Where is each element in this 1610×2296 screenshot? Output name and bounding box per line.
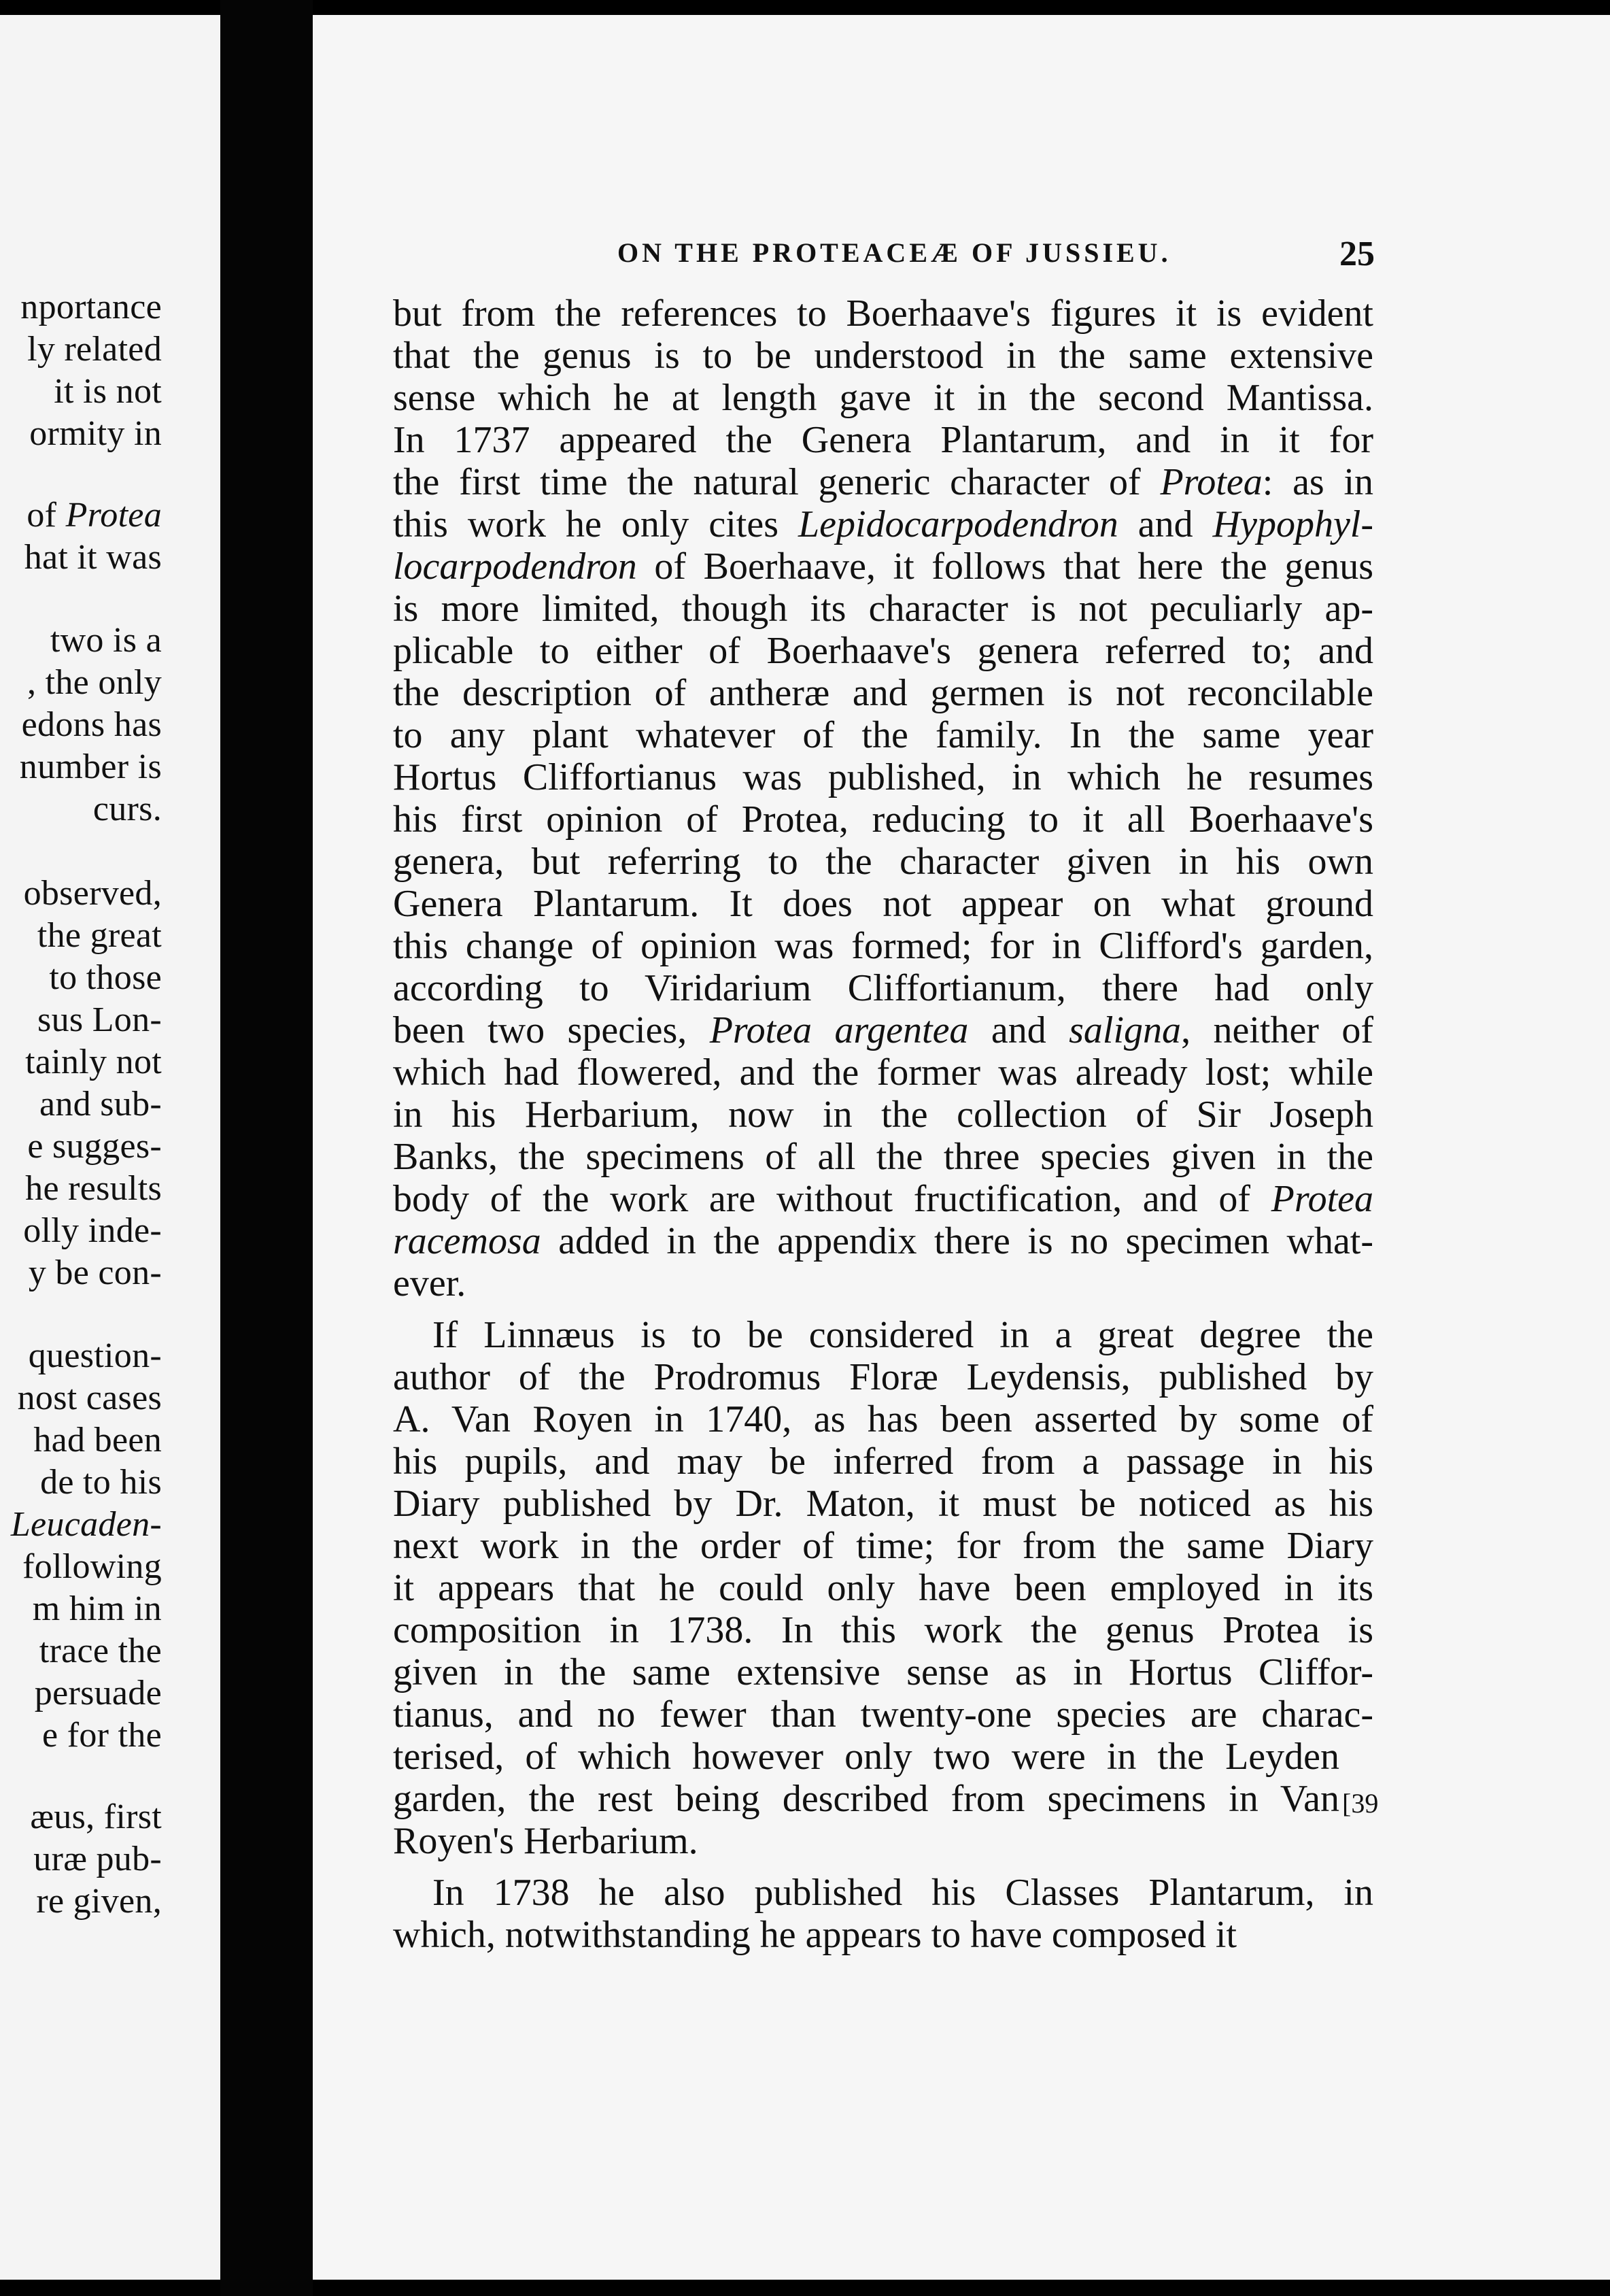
facing-page-line: e sugges- <box>27 1127 162 1166</box>
body-line: the description of antheræ and germen is not reconcilable <box>393 672 1373 714</box>
body-line: body of the work are without fructification, and of Protea <box>393 1178 1373 1220</box>
page-number: 25 <box>1339 235 1375 273</box>
body-line: plicable to either of Boerhaave's genera referred to; and <box>393 630 1373 672</box>
facing-page-line: question- <box>28 1336 162 1375</box>
body-line: author of the Prodromus Floræ Leydensis, published by <box>393 1356 1373 1398</box>
facing-page-fragment <box>0 15 220 2280</box>
facing-page-line: following <box>22 1547 162 1586</box>
body-line: terised, of which however only two were in the Leyden <box>393 1736 1339 1778</box>
body-line: locarpodendron of Boerhaave, it follows that here the genus <box>393 545 1373 588</box>
facing-page-line: e for the <box>42 1716 162 1755</box>
body-line: In 1738 he also published his Classes Plantarum, in <box>432 1872 1373 1914</box>
facing-page-line: olly inde- <box>23 1211 162 1250</box>
facing-page-line: tainly not <box>25 1043 162 1081</box>
body-line: If Linnæus is to be considered in a great degree the <box>432 1314 1373 1356</box>
facing-page-line: persuade <box>34 1674 162 1712</box>
facing-page-line: to those <box>49 958 162 997</box>
body-line: his first opinion of Protea, reducing to it all Boerhaave's <box>393 798 1373 841</box>
body-line: to any plant whatever of the family. In the same year <box>393 714 1373 756</box>
facing-page-line: m him in <box>32 1589 162 1628</box>
facing-page-line: æus, first <box>30 1797 162 1836</box>
body-line: but from the references to Boerhaave's figures it is evident <box>393 292 1373 335</box>
body-line: in his Herbarium, now in the collection of Sir Joseph <box>393 1094 1373 1136</box>
body-line: this change of opinion was formed; for in Clifford's garden, <box>393 925 1373 967</box>
facing-page-line: uræ pub- <box>33 1840 162 1878</box>
book-gutter <box>220 0 313 2296</box>
facing-page-line: , the only <box>27 663 162 702</box>
facing-page-line: ly related <box>27 330 162 369</box>
facing-page-line: de to his <box>40 1463 162 1502</box>
facing-page-line: nportance <box>20 288 162 326</box>
facing-page-line: the great <box>37 916 162 955</box>
facing-page-line: it is not <box>54 372 162 411</box>
body-line: genera, but referring to the character given in his own <box>393 841 1373 883</box>
facing-page-line: Leucaden- <box>10 1505 162 1544</box>
facing-page-line: number is <box>19 747 162 786</box>
facing-page-line: y be con- <box>28 1253 162 1292</box>
facing-page-line: curs. <box>92 790 162 828</box>
body-line: that the genus is to be understood in the same extensive <box>393 335 1373 377</box>
body-line: it appears that he could only have been employed in its <box>393 1567 1373 1609</box>
body-line: Hortus Cliffortianus was published, in which he resumes <box>393 756 1373 798</box>
body-line: this work he only cites Lepidocarpodendron and Hypophyl- <box>393 503 1373 545</box>
body-line: racemosa added in the appendix there is no specimen what- <box>393 1220 1373 1262</box>
body-line: In 1737 appeared the Genera Plantarum, and in it for <box>393 419 1373 461</box>
body-line: A. Van Royen in 1740, as has been asserted by some of <box>393 1398 1373 1440</box>
facing-page-line: observed, <box>23 874 162 913</box>
body-line: Banks, the specimens of all the three species given in the <box>393 1136 1373 1178</box>
body-line: ever. <box>393 1262 466 1304</box>
body-line: given in the same extensive sense as in Hortus Cliffor- <box>393 1651 1373 1693</box>
body-line: which, notwithstanding he appears to have composed it <box>393 1914 1237 1956</box>
body-line: tianus, and no fewer than twenty-one species are charac- <box>393 1693 1373 1736</box>
facing-page-line: nost cases <box>17 1379 162 1417</box>
body-line: his pupils, and may be inferred from a passage in his <box>393 1440 1373 1483</box>
facing-page-line: ormity in <box>29 414 162 453</box>
facing-page-line: re given, <box>36 1882 162 1921</box>
body-line: which had flowered, and the former was already lost; while <box>393 1051 1373 1094</box>
body-line: composition in 1738. In this work the genus Protea is <box>393 1609 1373 1651</box>
facing-page-line: of Protea <box>27 496 162 535</box>
body-line: according to Viridarium Cliffortianum, there had only <box>393 967 1373 1009</box>
facing-page-line: sus Lon- <box>37 1000 162 1039</box>
book-page <box>313 15 1610 2280</box>
facing-page-line: two is a <box>50 621 162 660</box>
margin-page-reference: [39 <box>1342 1788 1379 1819</box>
facing-page-line: hat it was <box>24 538 162 577</box>
running-head: ON THE PROTEACEÆ OF JUSSIEU. <box>617 237 1171 268</box>
facing-page-line: edons has <box>21 705 162 744</box>
body-line: next work in the order of time; for from the same Diary <box>393 1525 1373 1567</box>
body-line: Genera Plantarum. It does not appear on what ground <box>393 883 1373 925</box>
facing-page-line: had been <box>33 1421 162 1459</box>
body-line: been two species, Protea argentea and saligna, neither of <box>393 1009 1374 1051</box>
facing-page-line: and sub- <box>39 1085 162 1124</box>
body-line: is more limited, though its character is not peculiarly ap- <box>393 588 1373 630</box>
body-line: sense which he at length gave it in the second Mantissa. <box>393 377 1373 419</box>
body-line: the first time the natural generic character of Protea: as in <box>393 461 1374 503</box>
body-line: Royen's Herbarium. <box>393 1820 698 1862</box>
body-line: Diary published by Dr. Maton, it must be noticed as his <box>393 1483 1373 1525</box>
body-line: garden, the rest being described from specimens in Van <box>393 1778 1339 1820</box>
facing-page-line: trace the <box>39 1632 162 1670</box>
facing-page-line: he results <box>25 1169 162 1208</box>
